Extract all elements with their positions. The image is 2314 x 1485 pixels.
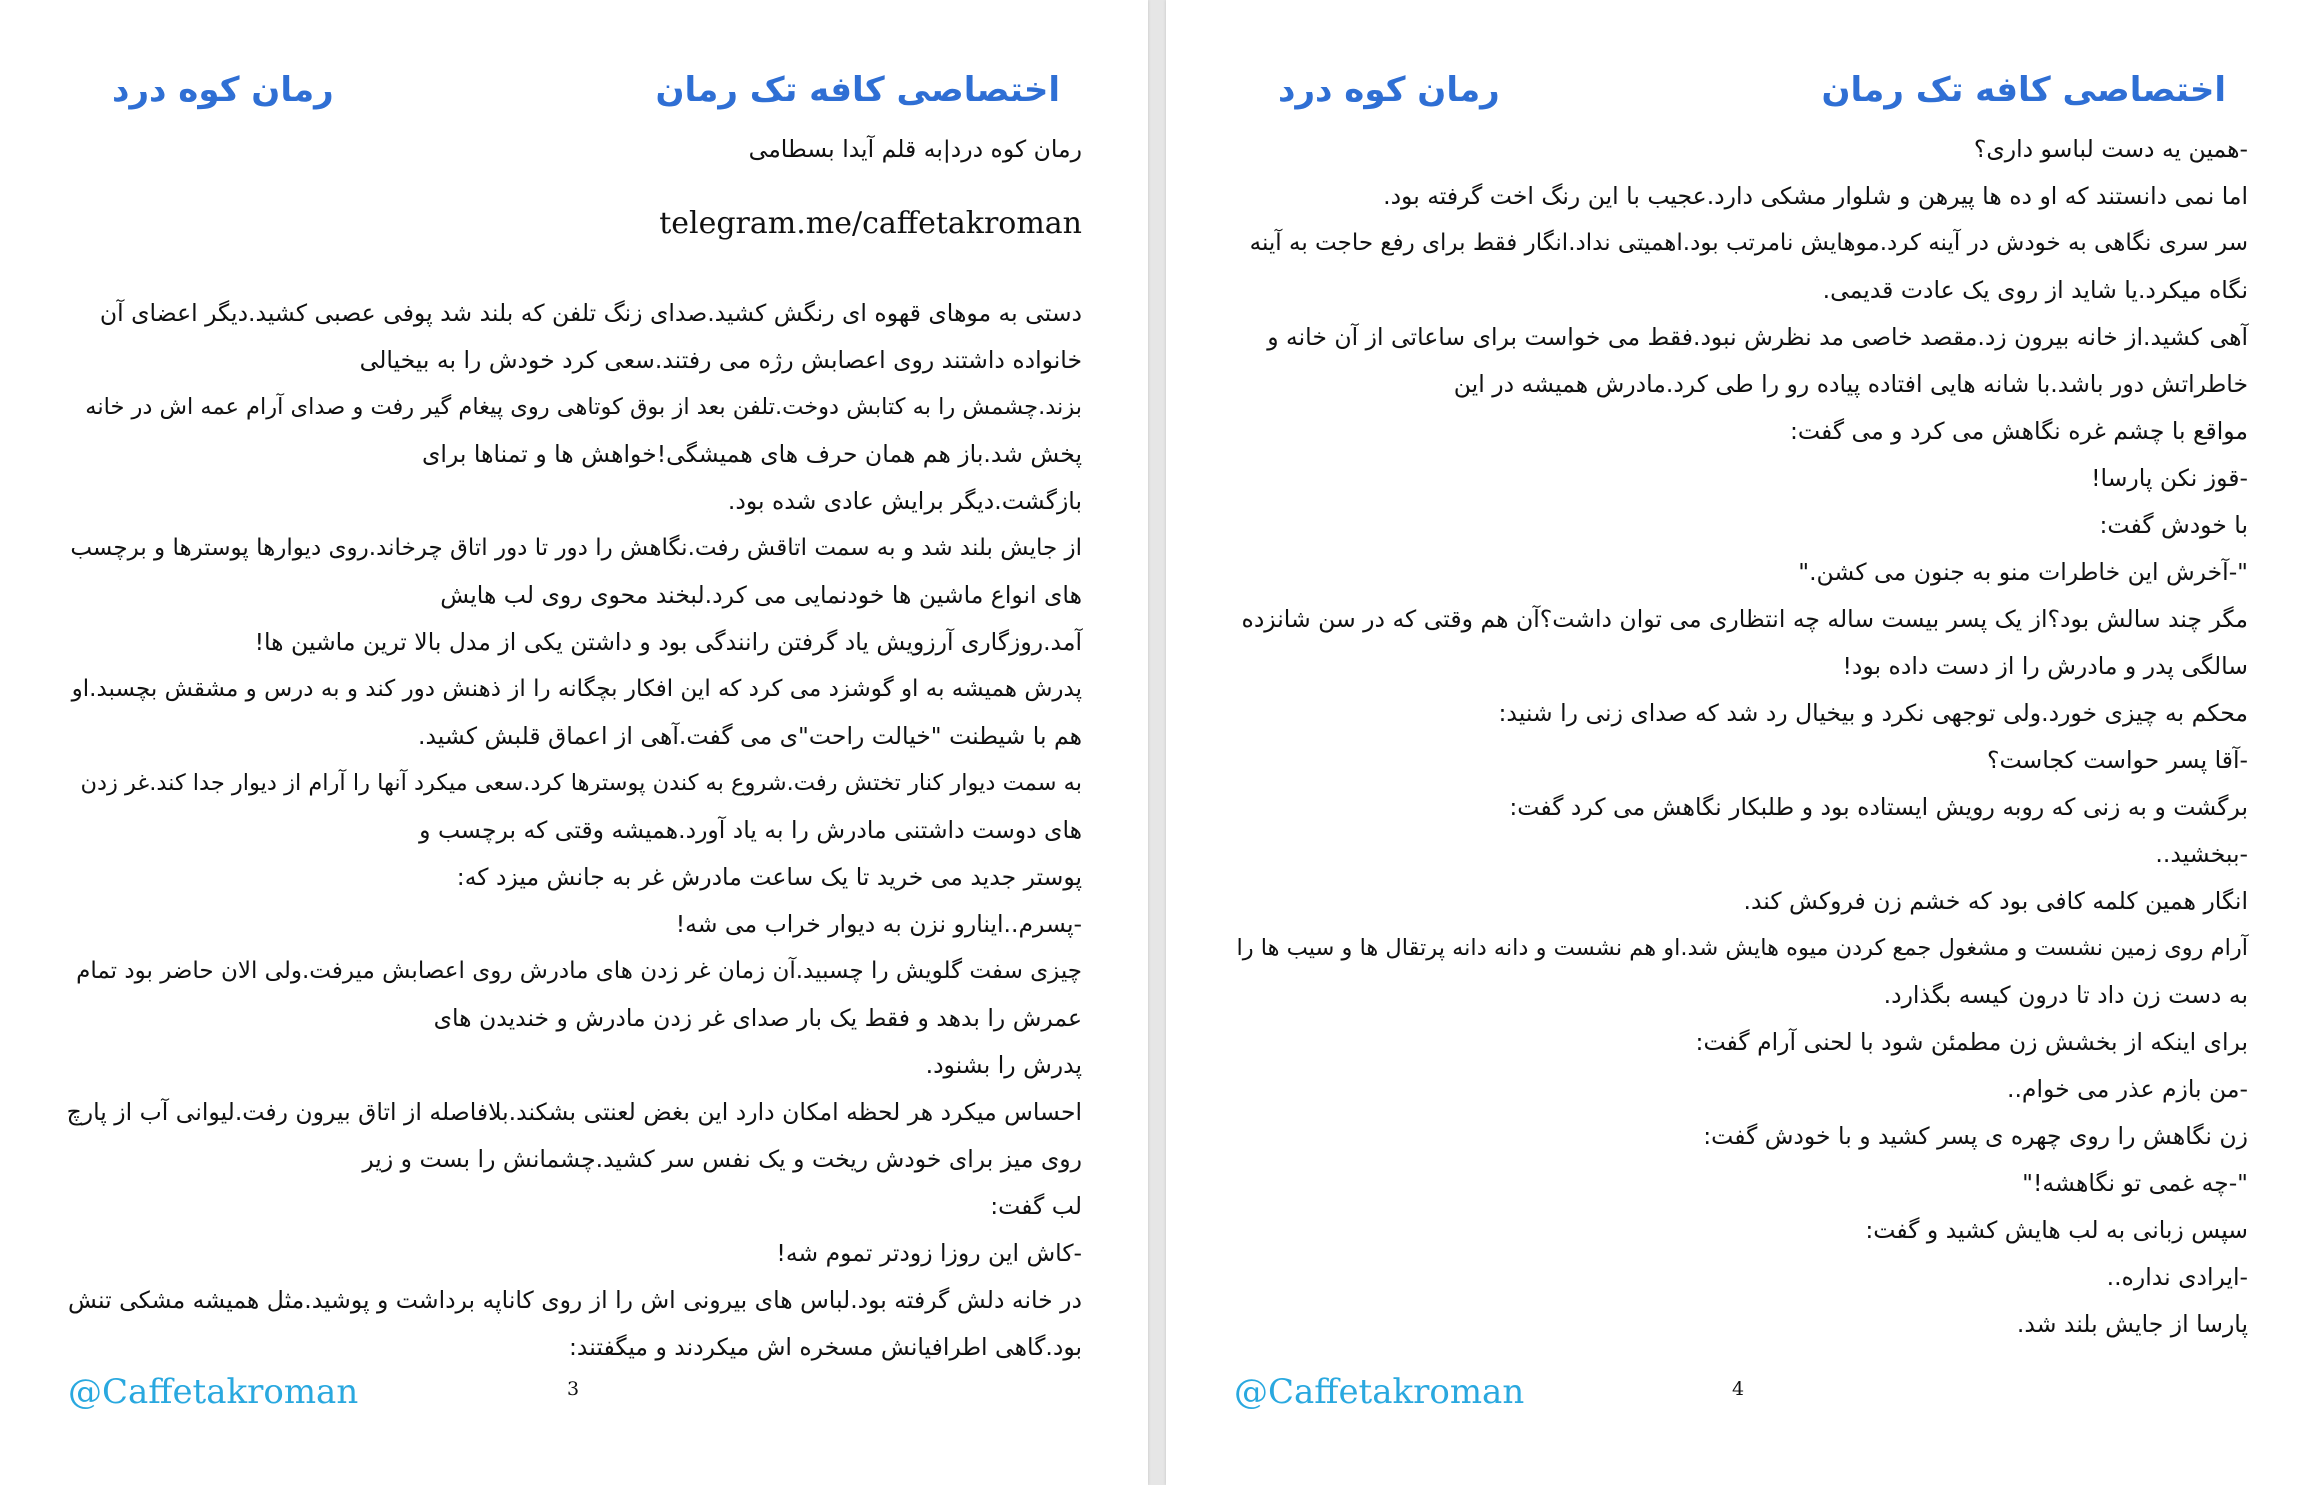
text-line: -ایرادی نداره.. — [2106, 1263, 2248, 1291]
text-line: -همین یه دست لباسو داری؟ — [1973, 135, 2248, 163]
text-line: -کاش این روزا زودتر تموم شه! — [776, 1239, 1082, 1267]
text-line: آمد.روزگاری آرزویش یاد گرفتن رانندگی بود و داشتن یکی از مدل بالا ترین ماشین ها! — [254, 628, 1082, 656]
text-line: چیزی سفت گلویش را چسبید.آن زمان غر زدن های مادرش روی اعصابش میرفت.ولی الان حاضر بود تمام — [76, 958, 1082, 984]
text-line: محکم به چیزی خورد.ولی توجهی نکرد و بیخیال رد شد که صدای زنی را شنید: — [1498, 699, 2248, 727]
page-number: 3 — [566, 1378, 580, 1400]
header-book-title: رمان کوه درد — [112, 70, 334, 110]
text-line: پدرش همیشه به او گوشزد می کرد که این افکار بچگانه را از ذهنش دور کند و به درس و مشقش بچسبد.او — [71, 676, 1082, 702]
text-line: پارسا از جایش بلند شد. — [2016, 1310, 2248, 1338]
page-4 — [1166, 0, 2314, 1485]
text-line: بود.گاهی اطرافیانش مسخره اش میکردند و میگفتند: — [569, 1333, 1082, 1361]
header-site-name: اختصاصی کافه تک رمان — [1821, 70, 2226, 110]
text-line: روی میز برای خودش ریخت و یک نفس سر کشید.چشمانش را بست و زیر — [362, 1145, 1082, 1173]
footer-handle[interactable]: @Caffetakroman — [68, 1372, 359, 1412]
text-line: خانواده داشتند روی اعصابش رژه می رفتند.سعی کرد خودش را به بیخیالی — [359, 346, 1082, 374]
text-line: نگاه میکرد.یا شاید از روی یک عادت قدیمی. — [1822, 276, 2248, 304]
text-line: -قوز نکن پارسا! — [2091, 464, 2248, 492]
header-site-name: اختصاصی کافه تک رمان — [655, 70, 1060, 110]
text-line: مواقع با چشم غره نگاهش می کرد و می گفت: — [1789, 417, 2248, 445]
text-line: عمرش را بدهد و فقط یک بار صدای غر زدن مادرش و خندیدن های — [433, 1004, 1082, 1032]
header-book-title: رمان کوه درد — [1278, 70, 1500, 110]
book-subtitle: رمان کوه درد|به قلم آیدا بسطامی — [748, 135, 1082, 163]
text-line: سر سری نگاهی به خودش در آینه کرد.موهایش نامرتب بود.اهمیتی نداد.انگار فقط برای رفع حاجت به آینه — [1249, 230, 2248, 256]
text-line: پدرش را بشنود. — [925, 1051, 1082, 1079]
text-line: برای اینکه از بخشش زن مطمئن شود با لحنی آرام گفت: — [1695, 1028, 2248, 1056]
text-line: اما نمی دانستند که او ده ها پیرهن و شلوار مشکی دارد.عجیب با این رنگ اخت گرفته بود. — [1383, 182, 2248, 210]
text-line: های دوست داشتنی مادرش را به یاد آورد.همیشه وقتی که برچسب و — [419, 816, 1082, 844]
text-line: -پسرم..اینارو نزن به دیوار خراب می شه! — [675, 910, 1082, 938]
text-line: -آقا پسر حواست کجاست؟ — [1986, 746, 2248, 774]
text-line: بزند.چشمش را به کتابش دوخت.تلفن بعد از بوق کوتاهی روی پیغام گیر رفت و صدای آرام عمه اش در خانه — [85, 394, 1082, 420]
text-line: به سمت دیوار کنار تختش رفت.شروع به کندن پوسترها کرد.سعی میکرد آنها را آرام از دیوار جدا کند.غر زدن — [80, 770, 1082, 796]
text-line: با خودش گفت: — [2099, 511, 2248, 539]
page-body-text — [1234, 126, 2248, 1348]
text-line: پوستر جدید می خرید تا یک ساعت مادرش غر به جانش میزد که: — [456, 863, 1082, 891]
page-number: 4 — [1731, 1378, 1745, 1400]
text-line: -من بازم عذر می خوام.. — [2006, 1075, 2248, 1103]
page-3 — [0, 0, 1148, 1485]
page-body-text — [68, 290, 1082, 1371]
text-line: هم با شیطنت "خیالت راحت"ی می گفت.آهی از اعماق قلبش کشید. — [418, 722, 1082, 750]
text-line: برگشت و به زنی که روبه رویش ایستاده بود و طلبکار نگاهش می کرد گفت: — [1509, 793, 2248, 821]
text-line: انگار همین کلمه کافی بود که خشم زن فروکش کند. — [1743, 887, 2248, 915]
text-line: پخش شد.باز هم همان حرف های همیشگی!خواهش ها و تمناها برای — [422, 440, 1082, 468]
text-line: سپس زبانی به لب هایش کشید و گفت: — [1865, 1216, 2248, 1244]
text-line: های انواع ماشین ها خودنمایی می کرد.لبخند محوی روی لب هایش — [440, 581, 1082, 609]
text-line: آهی کشید.از خانه بیرون زد.مقصد خاصی مد نظرش نبود.فقط می خواست برای ساعاتی از آن خانه و — [1267, 323, 2248, 351]
footer-handle[interactable]: @Caffetakroman — [1234, 1372, 1525, 1412]
telegram-link[interactable]: telegram.me/caffetakroman — [659, 206, 1082, 241]
text-line: زن نگاهش را روی چهره ی پسر کشید و با خودش گفت: — [1703, 1122, 2248, 1150]
text-line: به دست زن داد تا درون کیسه بگذارد. — [1883, 981, 2248, 1009]
text-line: لب گفت: — [990, 1192, 1082, 1220]
text-line: مگر چند سالش بود؟از یک پسر بیست ساله چه انتظاری می توان داشت؟آن هم وقتی که در سن شانزده — [1241, 605, 2248, 633]
text-line: آرام روی زمین نشست و مشغول جمع کردن میوه هایش شد.او هم نشست و دانه دانه پرتقال ها و سیب ها را — [1236, 935, 2248, 961]
text-line: خاطراتش دور باشد.با شانه هایی افتاده پیاده رو را طی کرد.مادرش همیشه در این — [1453, 370, 2248, 398]
text-line: -ببخشید.. — [2155, 840, 2248, 868]
text-line: احساس میکرد هر لحظه امکان دارد این بغض لعنتی بشکند.بلافاصله از اتاق بیرون رفت.لیوانی آب از پارچ — [66, 1098, 1082, 1126]
text-line: از جایش بلند شد و به سمت اتاقش رفت.نگاهش را دور تا دور اتاق چرخاند.روی دیوارها پوسترها و برچسب — [70, 535, 1082, 561]
text-line: "-چه غمی تو نگاهشه!" — [2022, 1169, 2248, 1197]
text-line: دستی به موهای قهوه ای رنگش کشید.صدای زنگ تلفن که بلند شد پوفی عصبی کشید.دیگر اعضای آن — [99, 299, 1082, 327]
text-line: بازگشت.دیگر برایش عادی شده بود. — [727, 487, 1082, 515]
text-line: "-آخرش این خاطرات منو به جنون می کشن." — [1798, 558, 2248, 586]
text-line: سالگی پدر و مادرش را از دست داده بود! — [1842, 652, 2248, 680]
text-line: در خانه دلش گرفته بود.لباس های بیرونی اش را از روی کاناپه برداشت و پوشید.مثل همیشه مشکی تنش — [68, 1286, 1082, 1314]
